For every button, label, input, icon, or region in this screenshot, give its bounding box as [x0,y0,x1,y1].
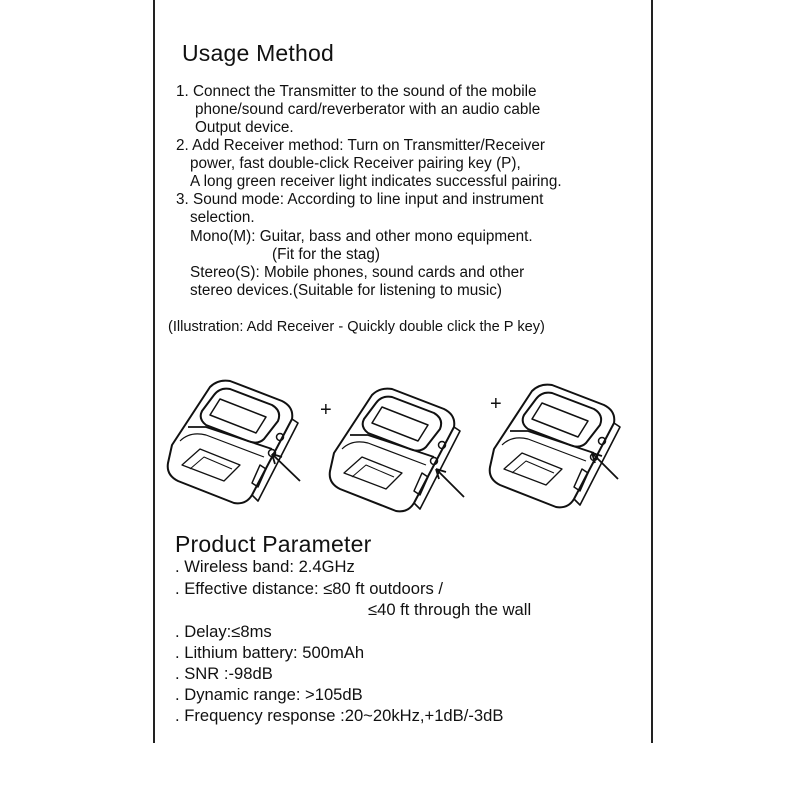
frame-left-border [153,0,155,743]
receiver-illustration [160,355,640,520]
usage-line-11: Stereo(S): Mobile phones, sound cards and other [190,264,525,281]
usage-line-7: 3. Sound mode: According to line input and instrument [176,191,544,208]
param-lithium-battery: . Lithium battery: 500mAh [175,643,365,662]
receiver-device-2 [330,389,464,512]
receiver-device-3 [490,385,620,508]
param-wireless-band: . Wireless band: 2.4GHz [175,557,355,576]
usage-line-12: stereo devices.(Suitable for listening to music) [190,282,503,299]
usage-line-5: power, fast double-click Receiver pairing key (P), [190,155,521,172]
product-parameter-title: Product Parameter [175,531,372,557]
receiver-devices-drawing [160,355,640,520]
plus-sign-2: + [490,393,502,415]
param-dynamic-range: . Dynamic range: >105dB [175,685,363,704]
usage-method-title: Usage Method [182,40,334,66]
illustration-caption: (Illustration: Add Receiver - Quickly double click the P key) [168,319,545,335]
frame-right-border [651,0,653,743]
arrow-1 [272,454,300,481]
plus-sign-1: + [320,399,332,421]
usage-line-3: Output device. [195,119,294,136]
usage-line-10: (Fit for the stag) [272,246,380,263]
usage-line-8: selection. [190,209,255,226]
usage-line-2: phone/sound card/reverberator with an audio cable [195,101,541,118]
param-snr: . SNR :-98dB [175,664,273,683]
param-effective-distance-wall: ≤40 ft through the wall [368,600,532,619]
param-delay: . Delay:≤8ms [175,622,272,641]
usage-line-1: 1. Connect the Transmitter to the sound of the mobile [176,83,537,100]
arrow-2 [436,469,464,497]
param-effective-distance: . Effective distance: ≤80 ft outdoors / [175,579,443,598]
receiver-device-1 [168,381,300,504]
param-frequency-response: . Frequency response :20~20kHz,+1dB/-3dB [175,706,504,725]
usage-line-9: Mono(M): Guitar, bass and other mono equipment. [190,228,533,245]
usage-line-4: 2. Add Receiver method: Turn on Transmitter/Receiver [176,137,545,154]
usage-line-6: A long green receiver light indicates successful pairing. [190,173,562,190]
